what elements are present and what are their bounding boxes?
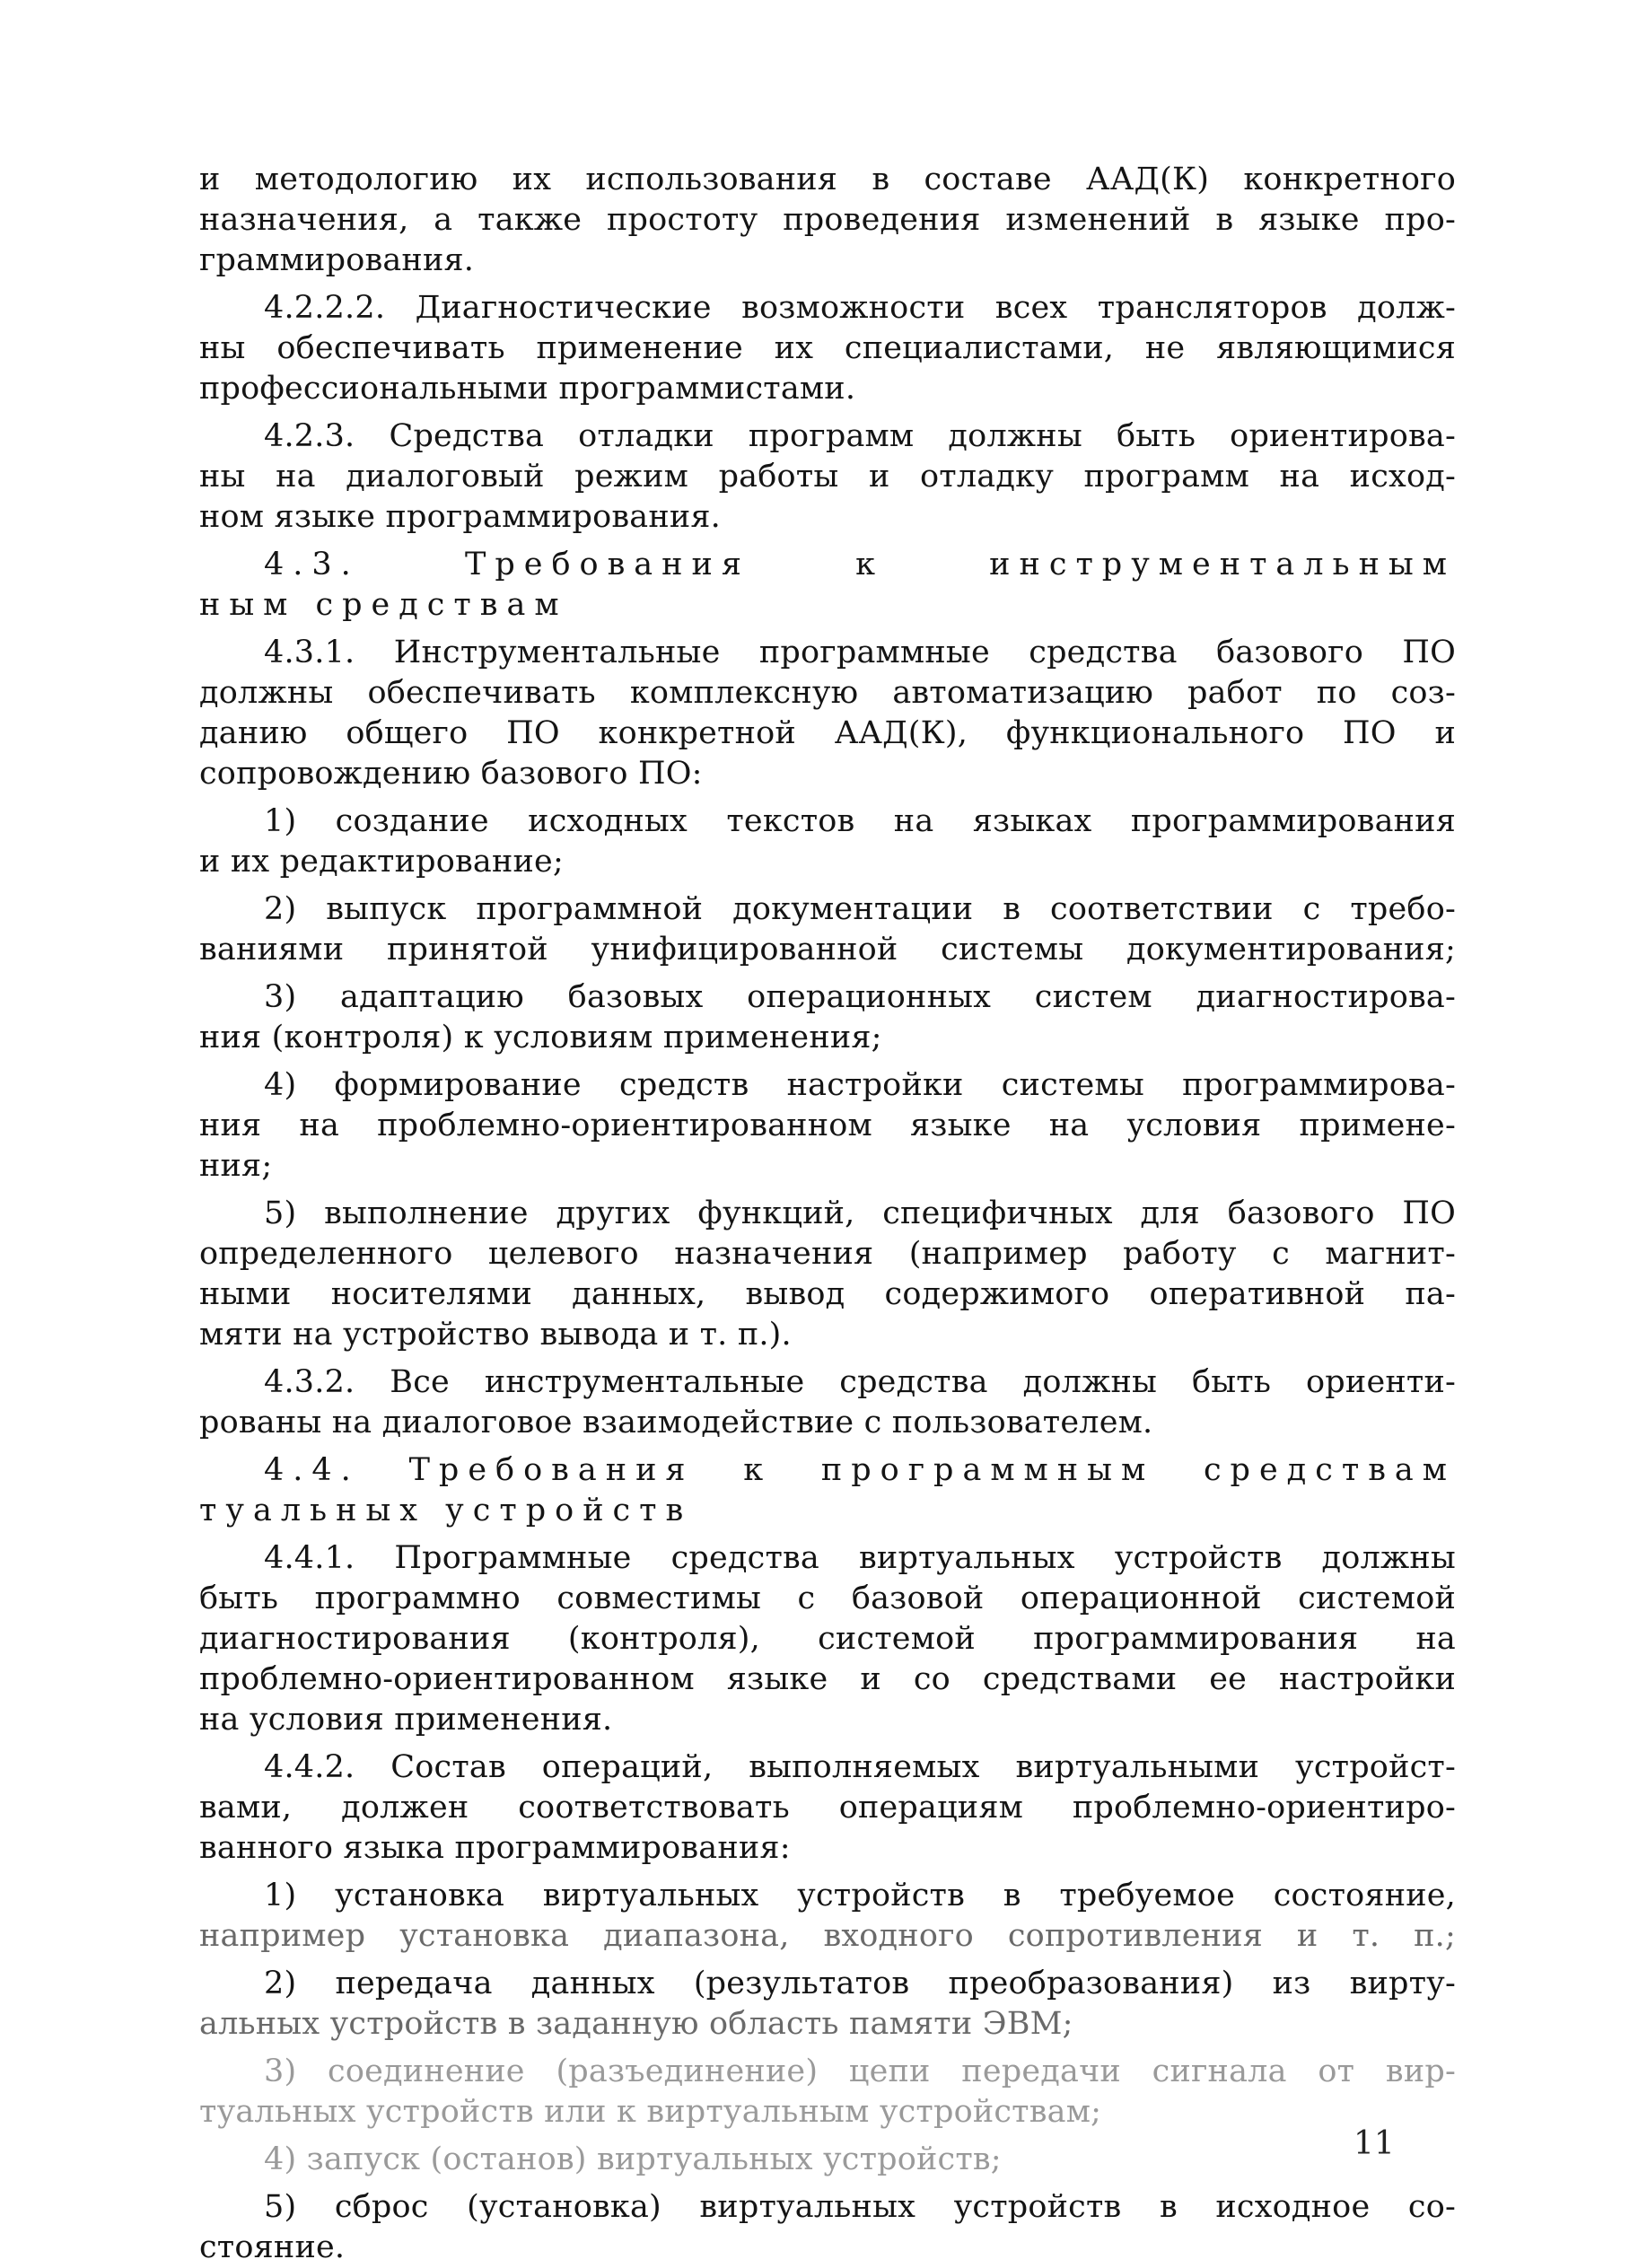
text-line: быть программно совместимы с базовой операционной системой <box>199 1581 1456 1616</box>
section-heading-4-3-cont: ным средствам <box>199 587 568 623</box>
section-heading-4-4: 4.4. Требования к программным средствам <box>264 1452 1456 1488</box>
text-line: ванного языка программирования: <box>199 1830 791 1866</box>
text-line: рованы на диалоговое взаимодействие с пользователем. <box>199 1405 1153 1440</box>
list-item-1: 1) создание исходных текстов на языках программирования <box>264 803 1456 839</box>
text-line: ными носителями данных, вывод содержимого оперативной па- <box>199 1276 1456 1312</box>
list-item-2: 2) выпуск программной документации в соответствии с требо- <box>264 891 1456 927</box>
list-item-5: 5) выполнение других функций, специфичных для базового ПО <box>264 1195 1456 1231</box>
text-line: например установка диапазона, входного сопротивления и т. п.; <box>199 1918 1456 1954</box>
list-item-2: 2) передача данных (результатов преобразования) из вирту- <box>264 1966 1456 2001</box>
list-item-4: 4) формирование средств настройки системы программирова- <box>264 1067 1456 1103</box>
text-line: туальных устройств или к виртуальным устройствам; <box>199 2094 1102 2130</box>
text-line: ны обеспечивать применение их специалистами, не являющимися <box>199 330 1456 366</box>
paragraph-4-3-2: 4.3.2. Все инструментальные средства должны быть ориенти- <box>264 1364 1456 1400</box>
text-line: альных устройств в заданную область памяти ЭВМ; <box>199 2006 1073 2042</box>
paragraph-4-3-1: 4.3.1. Инструментальные программные средства базового ПО <box>264 635 1456 670</box>
text-line: ном языке программирования. <box>199 499 721 535</box>
text-line: данию общего ПО конкретной ААД(К), функционального ПО и <box>199 715 1456 751</box>
text-line: ны на диалоговый режим работы и отладку программ на исход- <box>199 459 1456 495</box>
text-line: вами, должен соответствовать операциям проблемно-ориентиро- <box>199 1790 1456 1826</box>
paragraph-4-4-1: 4.4.1. Программные средства виртуальных устройств должны <box>264 1540 1456 1576</box>
paragraph-4-2-2-2: 4.2.2.2. Диагностические возможности всех трансляторов долж- <box>264 290 1456 326</box>
paragraph-4-4-2: 4.4.2. Состав операций, выполняемых виртуальными устройст- <box>264 1749 1456 1785</box>
page-number: 11 <box>1354 2125 1395 2162</box>
text-line: стояние. <box>199 2229 346 2265</box>
text-line: сопровождению базового ПО: <box>199 756 703 792</box>
list-item-3: 3) соединение (разъединение) цепи передачи сигнала от вир- <box>264 2053 1456 2089</box>
text-line: профессиональными программистами. <box>199 371 856 407</box>
list-item-4: 4) запуск (останов) виртуальных устройств; <box>264 2141 1002 2177</box>
text-line: должны обеспечивать комплексную автоматизацию работ по соз- <box>199 675 1456 711</box>
paragraph-4-2-3: 4.2.3. Средства отладки программ должны быть ориентирова- <box>264 418 1456 454</box>
section-heading-4-4-cont: туальных устройств <box>199 1493 693 1528</box>
text-line: проблемно-ориентированном языке и со средствами ее настройки <box>199 1661 1456 1697</box>
list-item-5: 5) сброс (установка) виртуальных устройств в исходное со- <box>264 2189 1456 2225</box>
text-line: определенного целевого назначения (например работу с магнит- <box>199 1236 1456 1272</box>
text-line: ния; <box>199 1148 273 1184</box>
list-item-3: 3) адаптацию базовых операционных систем диагностирова- <box>264 979 1456 1015</box>
section-heading-4-3: 4.3. Требования к инструментальным <box>264 547 1456 582</box>
text-line: граммирования. <box>199 242 475 278</box>
text-line: и методологию их использования в составе ААД(К) конкретного <box>199 162 1456 197</box>
text-line: на условия применения. <box>199 1702 613 1738</box>
text-line: ваниями принятой унифицированной системы документирования; <box>199 932 1456 968</box>
text-line: и их редактирование; <box>199 844 564 880</box>
document-page <box>199 160 1456 2268</box>
text-line: диагностирования (контроля), системой программирования на <box>199 1621 1456 1657</box>
list-item-1: 1) установка виртуальных устройств в требуемое состояние, <box>264 1878 1456 1913</box>
text-line: мяти на устройство вывода и т. п.). <box>199 1317 792 1353</box>
text-line: назначения, а также простоту проведения изменений в языке про- <box>199 202 1456 238</box>
text-line: ния на проблемно-ориентированном языке на условия примене- <box>199 1108 1456 1143</box>
text-line: ния (контроля) к условиям применения; <box>199 1020 882 1055</box>
